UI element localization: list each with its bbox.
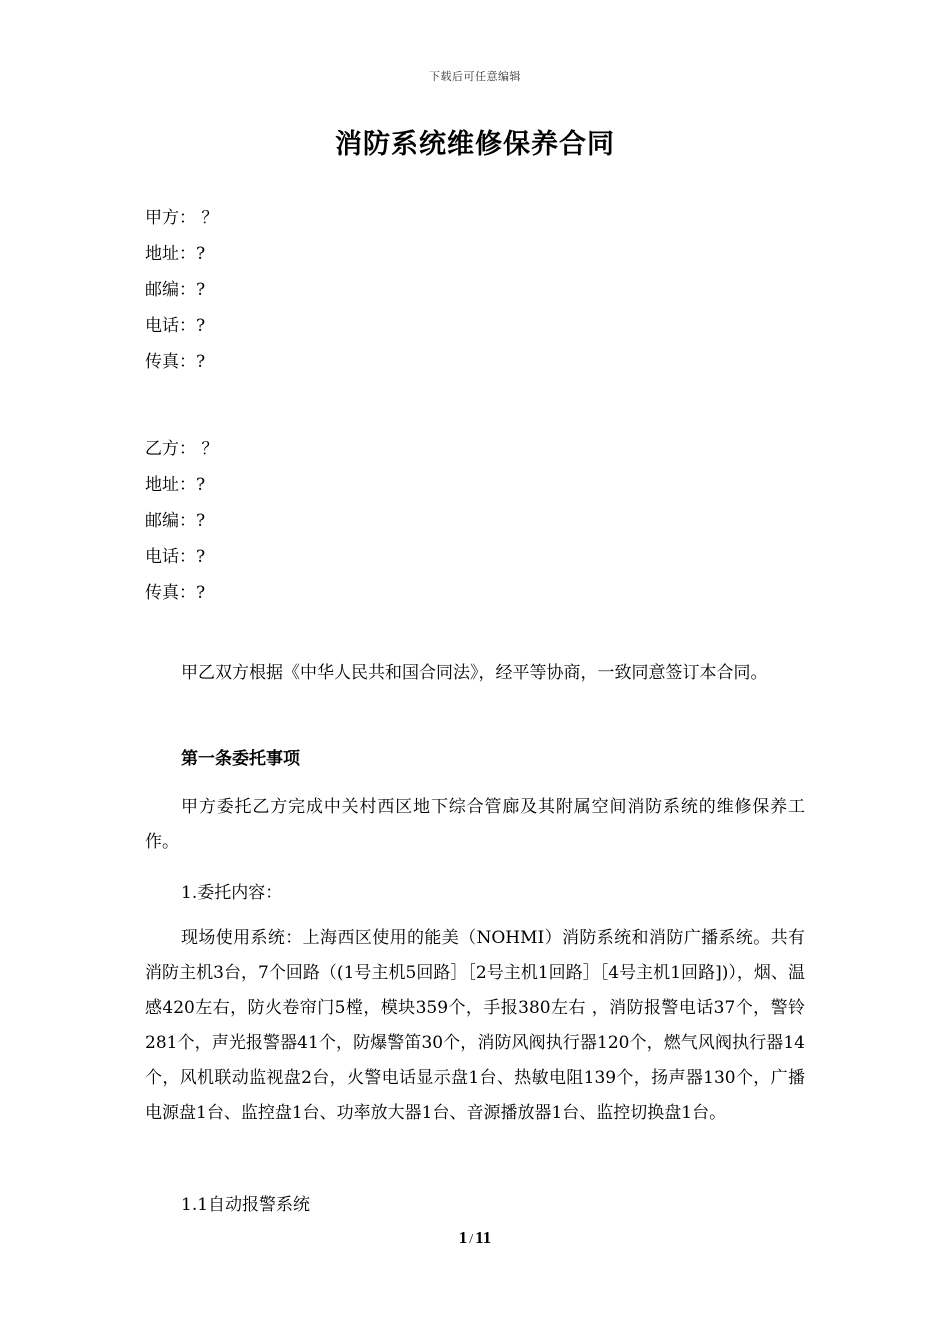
party-b-fax: 传真：? <box>145 583 206 603</box>
item-1-paragraph: 现场使用系统：上海西区使用的能美（NOHMI）消防系统和消防广播系统。共有消防主机3台，7个回路（(1号主机5回路］［2号主机1回路］［4号主机1回路])），烟、温感420左右，防火卷帘门5樘，模块359个，手报380左右 ，消防报警电话37个，警铃281个，声光报警器41个，防爆警笛30个，消防风阀执行器120个，燃气风阀执行器14个，风机联动监视盘2台，火警电话显示盘1台、热敏电阻139个，扬声器130个，广播电源盘1台、监控盘1台、功率放大器1台、音源播放器1台、监控切换盘1台。 <box>145 928 805 1123</box>
party-b-block <box>145 431 218 611</box>
party-b-name: 乙方： ？ <box>145 439 219 459</box>
item-1-1-heading: 1.1自动报警系统 <box>181 1195 311 1215</box>
article-1-paragraph: 甲方委托乙方完成中关村西区地下综合管廊及其附属空间消防系统的维修保养工作。 <box>145 797 805 852</box>
page-separator: / <box>469 1232 474 1247</box>
intro-paragraph: 甲乙双方根据《中华人民共和国合同法》，经平等协商，一致同意签订本合同。 <box>181 663 768 683</box>
page-number <box>0 1228 950 1248</box>
party-a-address: 地址：? <box>145 244 206 264</box>
party-b-postcode: 邮编：? <box>145 511 206 531</box>
article-1-heading: 第一条委托事项 <box>181 749 300 769</box>
current-page: 1 <box>458 1228 468 1247</box>
item-1-body <box>145 921 805 1131</box>
party-a-name: 甲方： ？ <box>145 208 219 228</box>
party-a-postcode: 邮编：? <box>145 280 206 300</box>
party-a-block <box>145 200 218 380</box>
document-title: 消防系统维修保养合同 <box>335 129 615 160</box>
party-b-address: 地址：? <box>145 475 206 495</box>
total-pages: 11 <box>475 1228 492 1247</box>
party-a-phone: 电话：? <box>145 316 206 336</box>
contract-intro <box>145 656 805 691</box>
article-1-body <box>145 790 805 860</box>
header-note: 下载后可任意编辑 <box>429 70 521 83</box>
party-a-fax: 传真：? <box>145 352 206 372</box>
party-b-phone: 电话：? <box>145 547 206 567</box>
item-1-heading-block <box>145 876 805 911</box>
article-1-heading-block <box>145 742 805 777</box>
item-1-heading: 1.委托内容： <box>181 883 283 903</box>
item-1-1-heading-block <box>145 1188 805 1223</box>
